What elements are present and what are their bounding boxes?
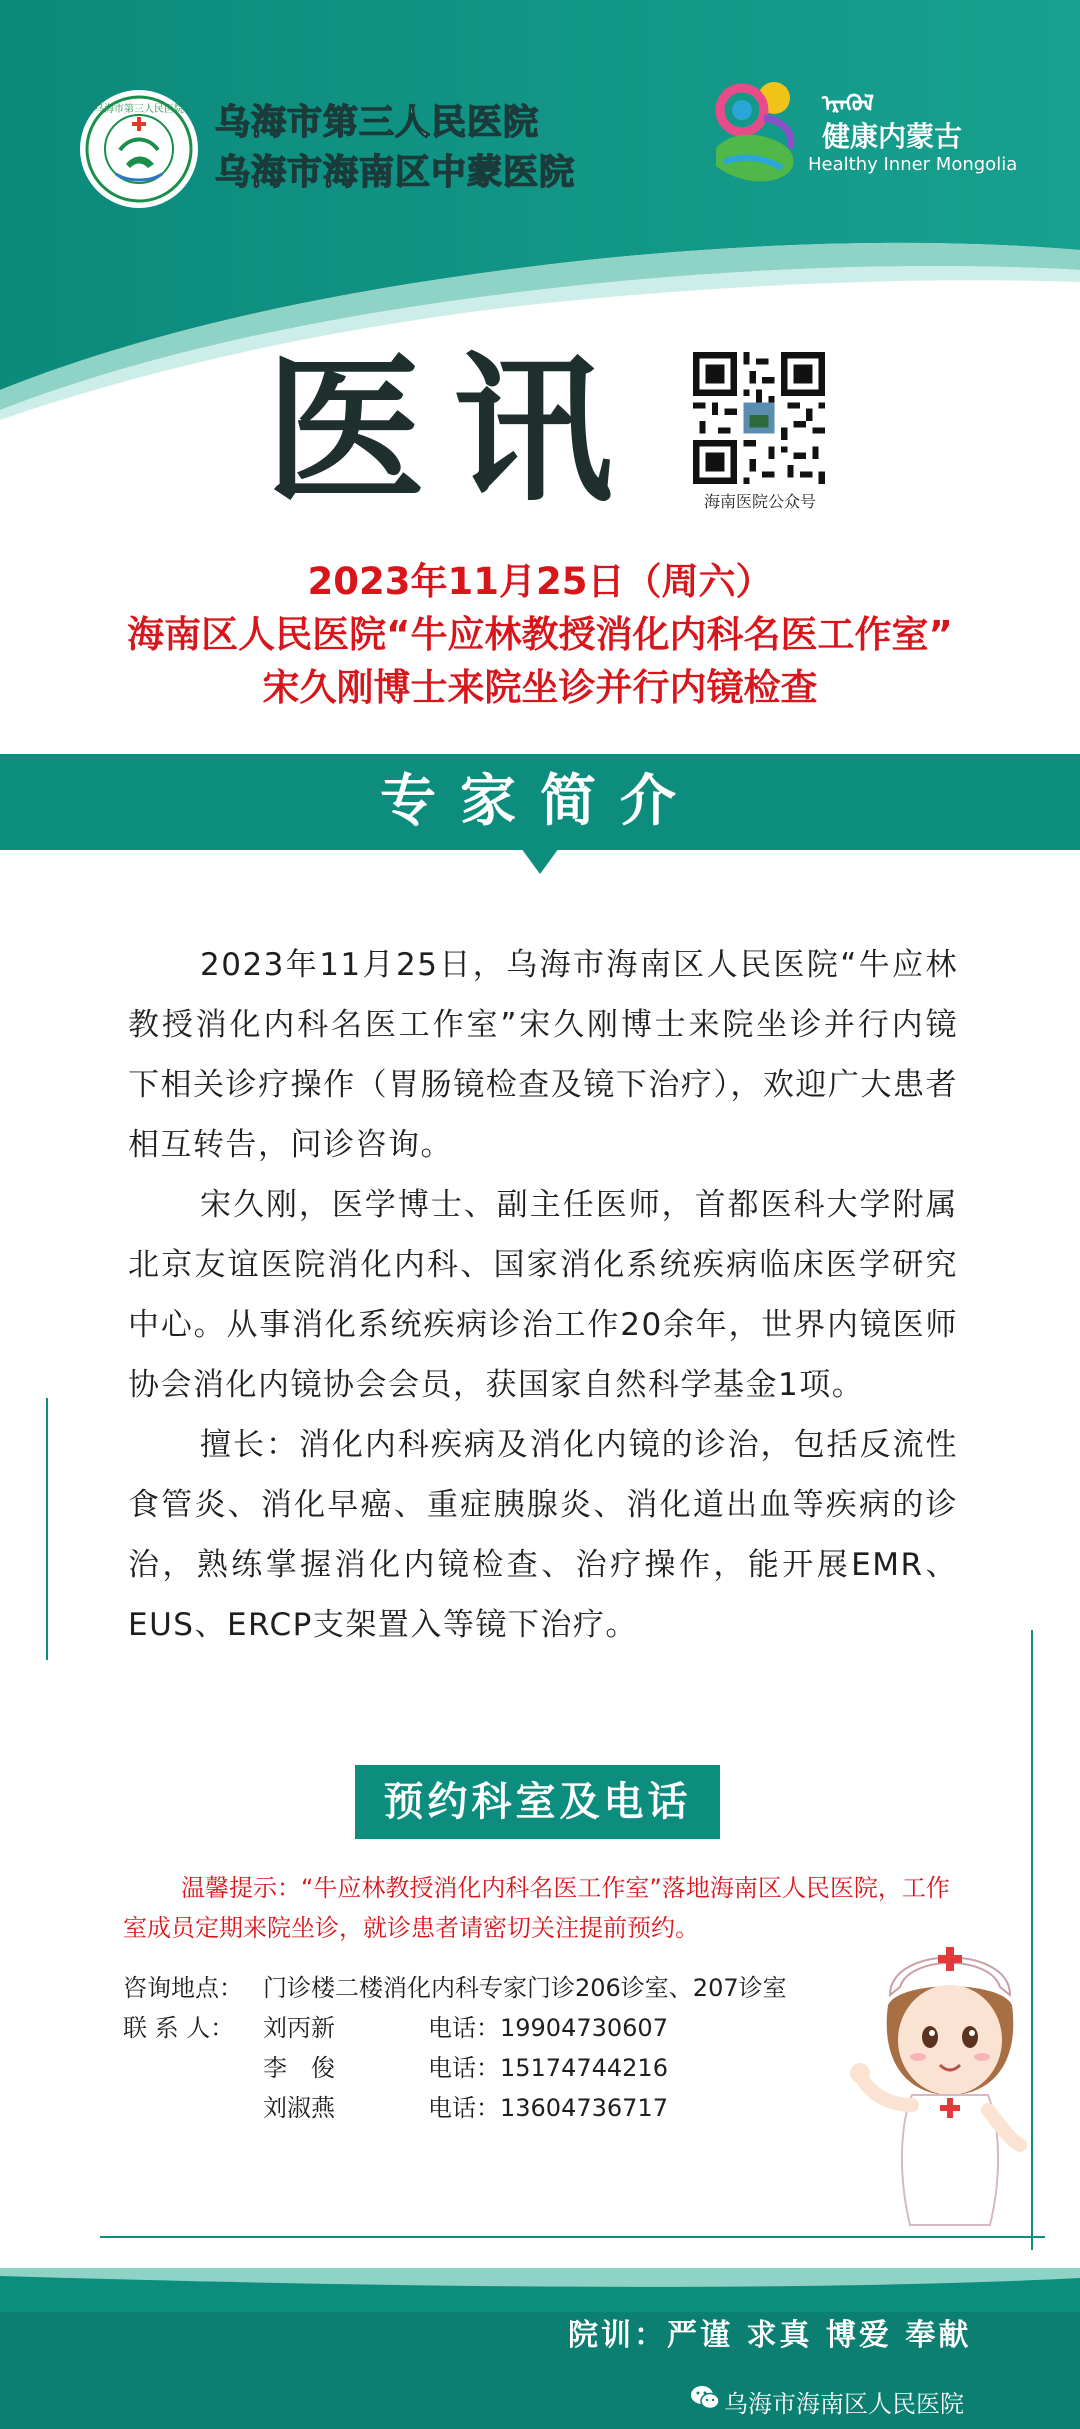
- healthy-inner-mongolia-en: Healthy Inner Mongolia: [808, 154, 1018, 175]
- event-headline: [0, 555, 1080, 714]
- event-line-2: 海南区人民医院“牛应林教授消化内科名医工作室”: [127, 613, 953, 656]
- intro-paragraph: 擅长：消化内科疾病及消化内镜的诊治，包括反流性食管炎、消化早癌、重症胰腺炎、消化道出血等疾病的诊治，熟练掌握消化内镜检查、治疗操作，能开展EMR、EUS、ERCP支架置入等镜下治疗。: [128, 1427, 958, 1643]
- contact-phone[interactable]: [428, 2008, 668, 2048]
- mongolian-script: ᠡᠷᠡᠭᠦᠯ: [822, 92, 874, 117]
- left-decorative-line: [46, 1398, 48, 1660]
- appointment-heading: 预约科室及电话: [355, 1765, 720, 1839]
- expert-intro: [128, 935, 958, 1655]
- hospital-name-secondary: 乌海市海南区中蒙医院: [215, 153, 576, 193]
- section-banner-notch: [521, 848, 559, 874]
- notice-text: 温馨提示：“牛应林教授消化内科名医工作室”落地海南区人民医院，工作室成员定期来院坐诊，就诊患者请密切关注提前预约。: [123, 1874, 950, 1942]
- contact-label: 联 系 人：: [123, 2014, 235, 2042]
- intro-paragraph: 宋久刚，医学博士、副主任医师，首都医科大学附属北京友谊医院消化内科、国家消化系统疾病临床医学研究中心。从事消化系统疾病诊治工作20余年，世界内镜医师协会消化内镜协会会员，获国家自然科学基金1项。: [128, 1187, 958, 1403]
- contact-name: 刘丙新: [263, 2014, 335, 2042]
- notice: [123, 1868, 958, 1948]
- qr-caption: 海南医院公众号: [703, 492, 816, 511]
- phone-label: 电话：: [428, 2014, 500, 2042]
- qr-code[interactable]: [693, 352, 825, 484]
- nurse-illustration: [850, 1925, 1050, 2235]
- contact-name: 李 俊: [263, 2054, 335, 2082]
- wechat-account-name: 乌海市海南区人民医院: [724, 2390, 964, 2418]
- hospital-names: [215, 98, 575, 198]
- event-line-3: 宋久刚博士来院坐诊并行内镜检查: [262, 666, 818, 709]
- hospital-motto: 院训：严谨 求真 博爱 奉献: [568, 2318, 972, 2353]
- contact-name: 刘淑燕: [263, 2094, 335, 2122]
- intro-paragraph: 2023年11月25日，乌海市海南区人民医院“牛应林教授消化内科名医工作室”宋久刚博士来院坐诊并行内镜下相关诊疗操作（胃肠镜检查及镜下治疗），欢迎广大患者相互转告，问诊咨询。: [128, 947, 958, 1163]
- poster-title: 医讯: [265, 336, 642, 524]
- phone-label: 电话：: [428, 2094, 500, 2122]
- healthy-inner-mongolia-cn: 健康内蒙古: [822, 120, 963, 153]
- wechat-icon: [690, 2384, 720, 2412]
- address-label: 咨询地点：: [123, 1974, 243, 2002]
- bottom-divider: [100, 2236, 1045, 2238]
- svg-text:乌海市第三人民医院: 乌海市第三人民医院: [94, 104, 184, 115]
- phone-label: 电话：: [428, 2054, 500, 2082]
- section-title: 专家简介: [380, 769, 700, 834]
- address-value: 门诊楼二楼消化内科专家门诊206诊室、207诊室: [263, 1974, 787, 2002]
- healthy-inner-mongolia-logo: [702, 70, 807, 195]
- hospital-name-primary: 乌海市第三人民医院: [215, 103, 540, 143]
- hospital-logo: [78, 88, 200, 210]
- event-date: 2023年11月25日（周六）: [307, 560, 773, 603]
- contact-phone[interactable]: [428, 2048, 668, 2088]
- contact-phone[interactable]: [428, 2088, 668, 2128]
- phone-number[interactable]: 15174744216: [500, 2054, 668, 2082]
- phone-number[interactable]: 19904730607: [500, 2014, 668, 2042]
- phone-number[interactable]: 13604736717: [500, 2094, 668, 2122]
